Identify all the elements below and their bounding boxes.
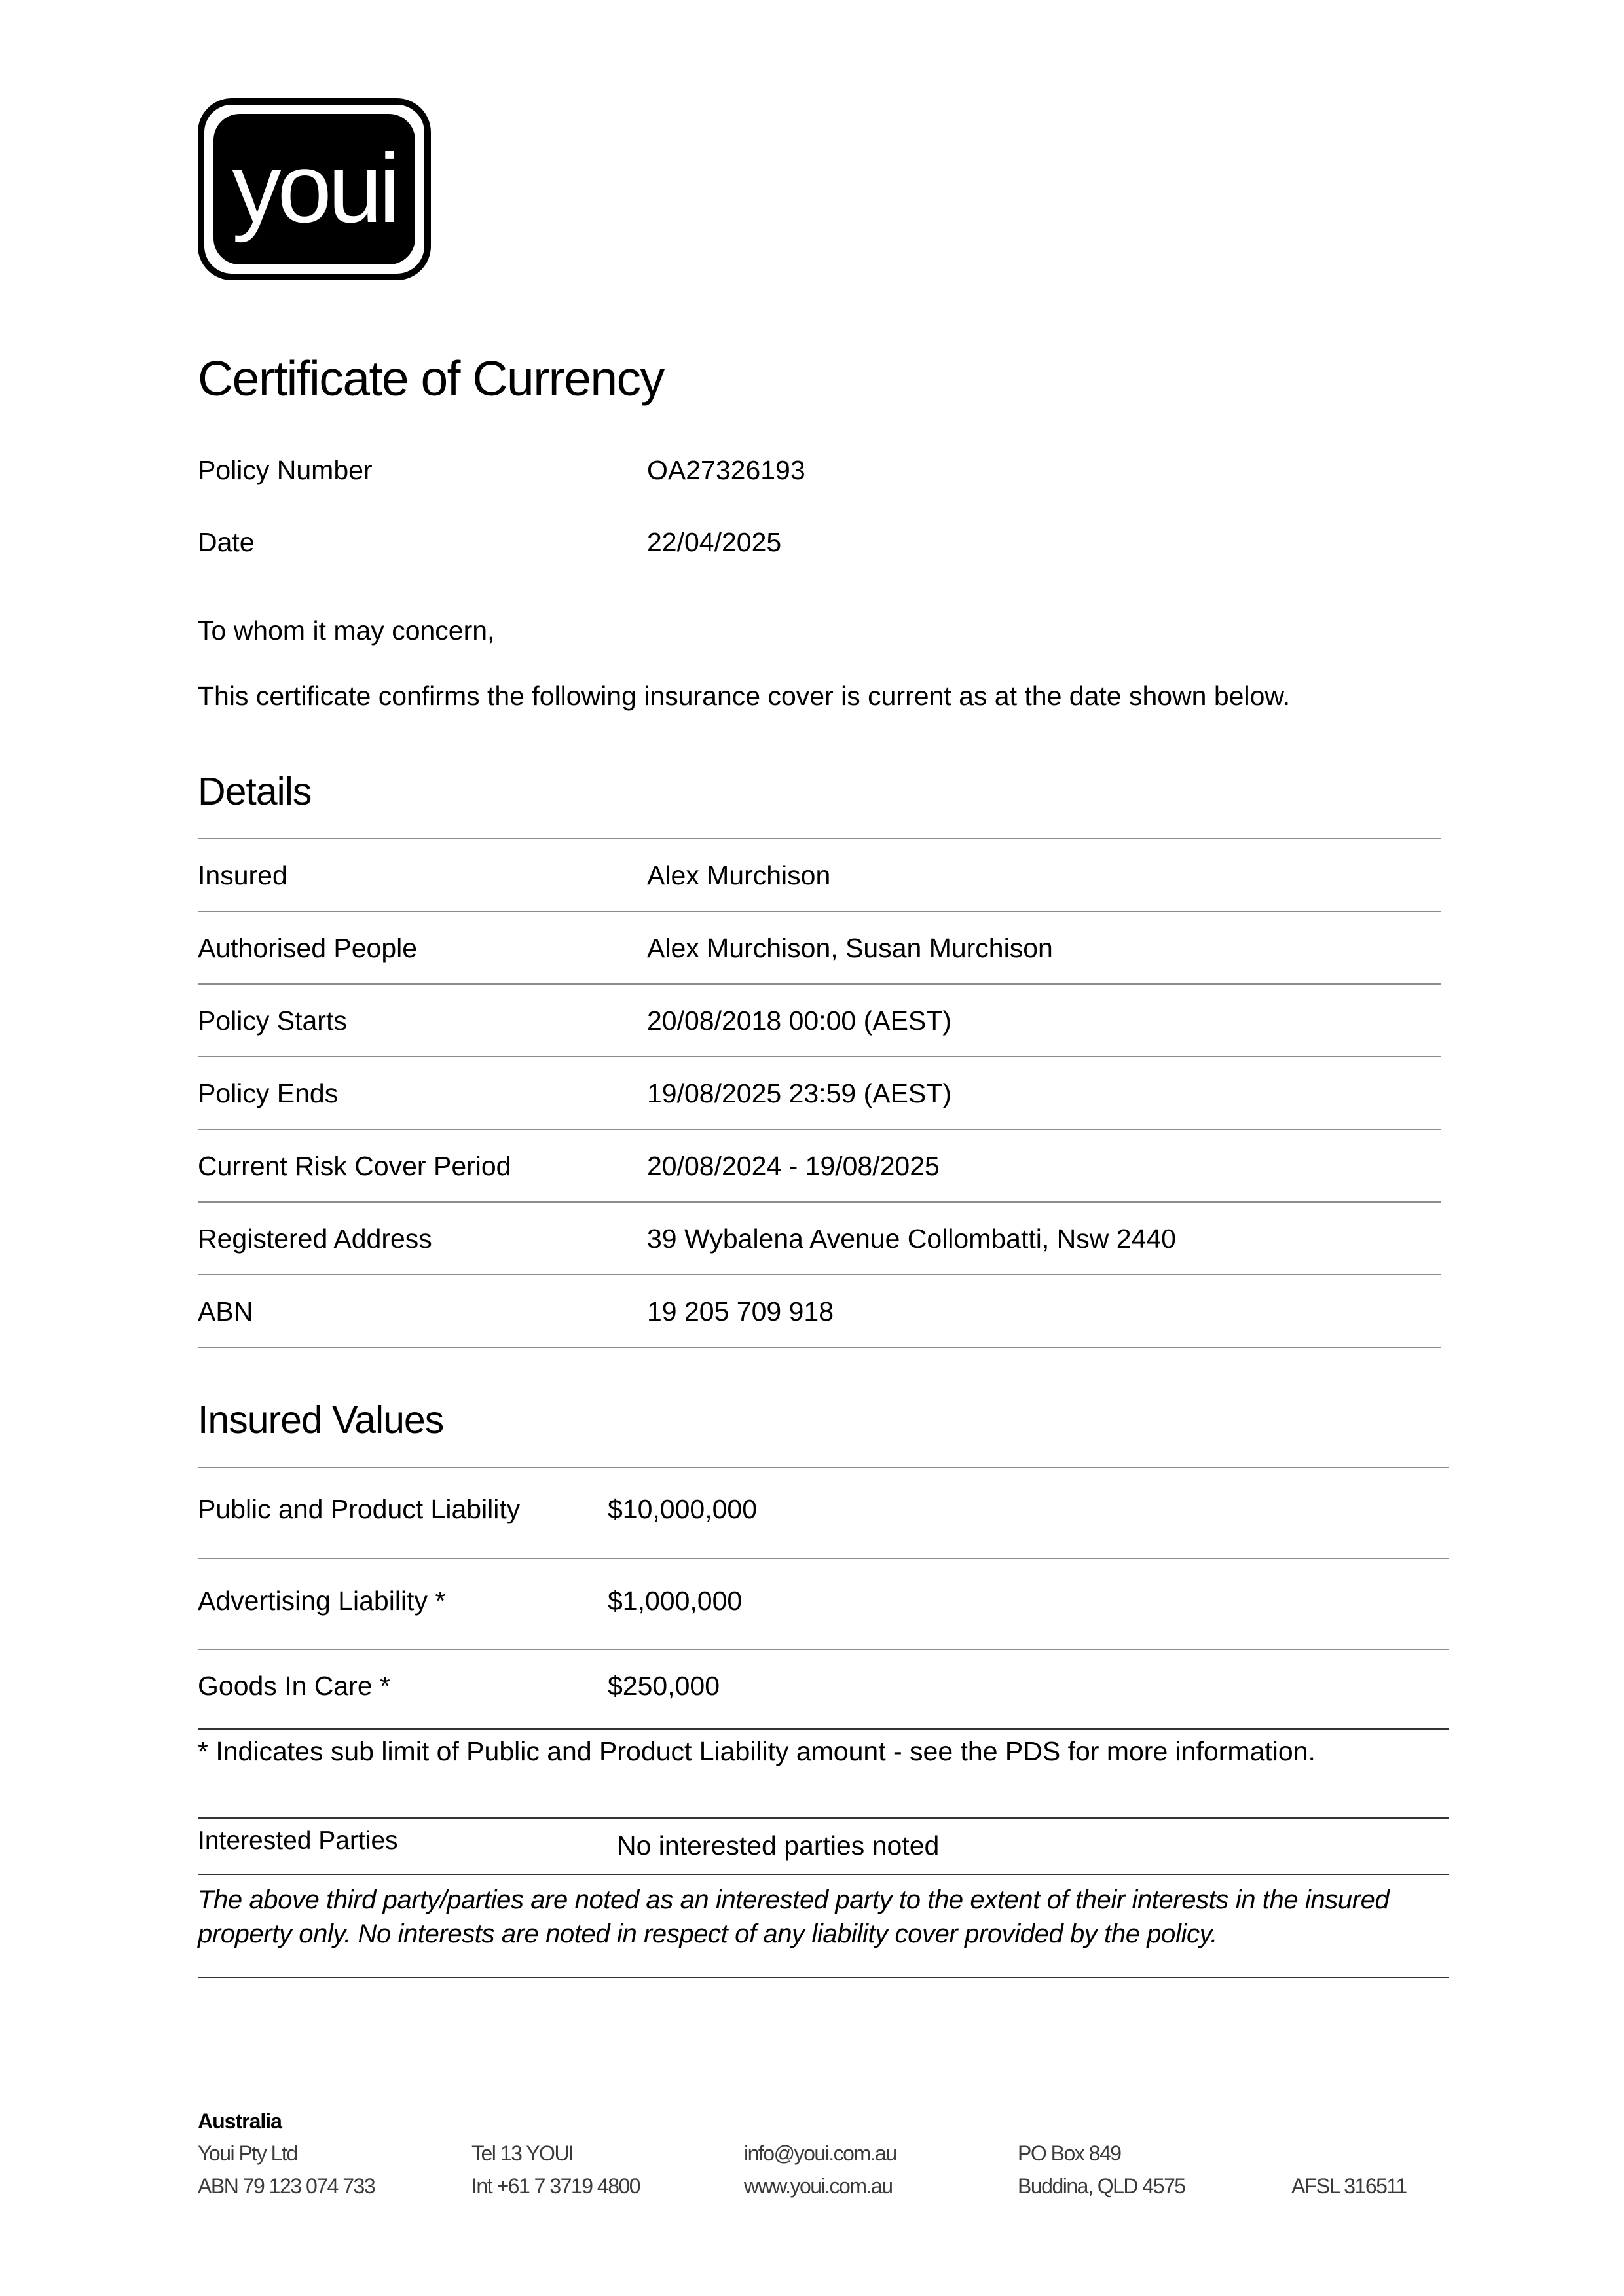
details-row xyxy=(198,839,1441,911)
footer-website: www.youi.com.au xyxy=(744,2174,893,2198)
details-value: 19/08/2025 23:59 (AEST) xyxy=(647,1078,951,1108)
insured-value-amount: $250,000 xyxy=(608,1671,720,1701)
insured-value-label: Advertising Liability * xyxy=(198,1586,446,1616)
footer-web xyxy=(744,2137,896,2202)
details-value: Alex Murchison xyxy=(647,860,831,890)
footer-po-box: PO Box 849 xyxy=(1018,2141,1121,2165)
row-divider xyxy=(198,1347,1441,1348)
page-title: Certificate of Currency xyxy=(198,351,664,406)
logo-badge xyxy=(213,114,415,264)
footer-int-tel: Int +61 7 3719 4800 xyxy=(471,2174,640,2198)
greeting: To whom it may concern, xyxy=(198,615,495,646)
certificate-statement: This certificate confirms the following insurance cover is current as at the date shown below. xyxy=(198,681,1291,711)
footer-tel: Tel 13 YOUI xyxy=(471,2141,574,2165)
insured-value-amount: $10,000,000 xyxy=(608,1494,758,1524)
insured-value-label: Public and Product Liability xyxy=(198,1494,521,1524)
disclaimer-text: The above third party/parties are noted as an interested party to the extent of their interests in the xyxy=(198,1886,1305,1914)
details-value: 20/08/2024 - 19/08/2025 xyxy=(647,1151,940,1181)
details-value: Alex Murchison, Susan Murchison xyxy=(647,933,1053,963)
insured-value-amount: $1,000,000 xyxy=(608,1586,743,1616)
interested-parties-bottom-rule xyxy=(198,1874,1449,1875)
disclaimer-text: . xyxy=(1210,1920,1217,1948)
disclaimer-bottom-rule xyxy=(198,1977,1449,1978)
row-divider xyxy=(198,1649,1449,1650)
details-label: Current Risk Cover Period xyxy=(198,1151,511,1181)
footer-company-name: Youi Pty Ltd xyxy=(198,2141,297,2165)
footer-country: Australia xyxy=(198,2109,282,2133)
row-divider xyxy=(198,1728,1449,1730)
date-label: Date xyxy=(198,527,255,557)
details-heading: Details xyxy=(198,770,312,813)
disclaimer-text: only. No interests are noted in respect of any liability cover provided by the xyxy=(291,1920,1147,1948)
details-row xyxy=(198,1275,1441,1347)
insured-values-divider xyxy=(198,1467,1449,1468)
youi-logo xyxy=(198,98,431,280)
sub-limit-footnote: * Indicates sub limit of Public and Product Liability amount - see the PDS for more information. xyxy=(198,1736,1316,1766)
details-label: Authorised People xyxy=(198,933,418,963)
details-row xyxy=(198,1130,1441,1202)
details-value: 39 Wybalena Avenue Collombatti, Nsw 2440 xyxy=(647,1224,1176,1254)
defined-term-policy: policy xyxy=(1147,1920,1211,1948)
insured-values-heading: Insured Values xyxy=(198,1398,444,1442)
details-value: 19 205 709 918 xyxy=(647,1296,834,1326)
insured-value-label: Goods In Care * xyxy=(198,1671,390,1701)
details-label: Policy Ends xyxy=(198,1078,339,1108)
footer-phone xyxy=(471,2137,640,2202)
interested-parties-label: Interested Parties xyxy=(198,1827,398,1855)
details-label: Registered Address xyxy=(198,1224,432,1254)
footer-company-abn: ABN 79 123 074 733 xyxy=(198,2174,375,2198)
logo-wordmark: youi xyxy=(232,133,397,243)
details-row xyxy=(198,985,1441,1057)
details-label: Policy Starts xyxy=(198,1006,347,1036)
footer-email: info@youi.com.au xyxy=(744,2141,896,2165)
details-value: 20/08/2018 00:00 (AEST) xyxy=(647,1006,951,1036)
details-row xyxy=(198,912,1441,984)
footer-company xyxy=(198,2137,375,2202)
details-row xyxy=(198,1057,1441,1129)
details-row xyxy=(198,1203,1441,1275)
row-divider xyxy=(198,1558,1449,1559)
footer-postal xyxy=(1018,2137,1185,2202)
footer-suburb: Buddina, QLD 4575 xyxy=(1018,2174,1185,2198)
defined-term-insured-property: insured property xyxy=(198,1886,1390,1948)
policy-number-value: OA27326193 xyxy=(647,455,805,485)
interested-parties-top-rule xyxy=(198,1817,1449,1819)
policy-number-label: Policy Number xyxy=(198,455,373,485)
date-value: 22/04/2025 xyxy=(647,527,782,557)
details-label: ABN xyxy=(198,1296,253,1326)
interested-parties-value: No interested parties noted xyxy=(617,1831,940,1861)
details-label: Insured xyxy=(198,860,287,890)
footer-afsl: AFSL 316511 xyxy=(1291,2174,1407,2198)
interested-party-disclaimer xyxy=(198,1883,1455,1951)
